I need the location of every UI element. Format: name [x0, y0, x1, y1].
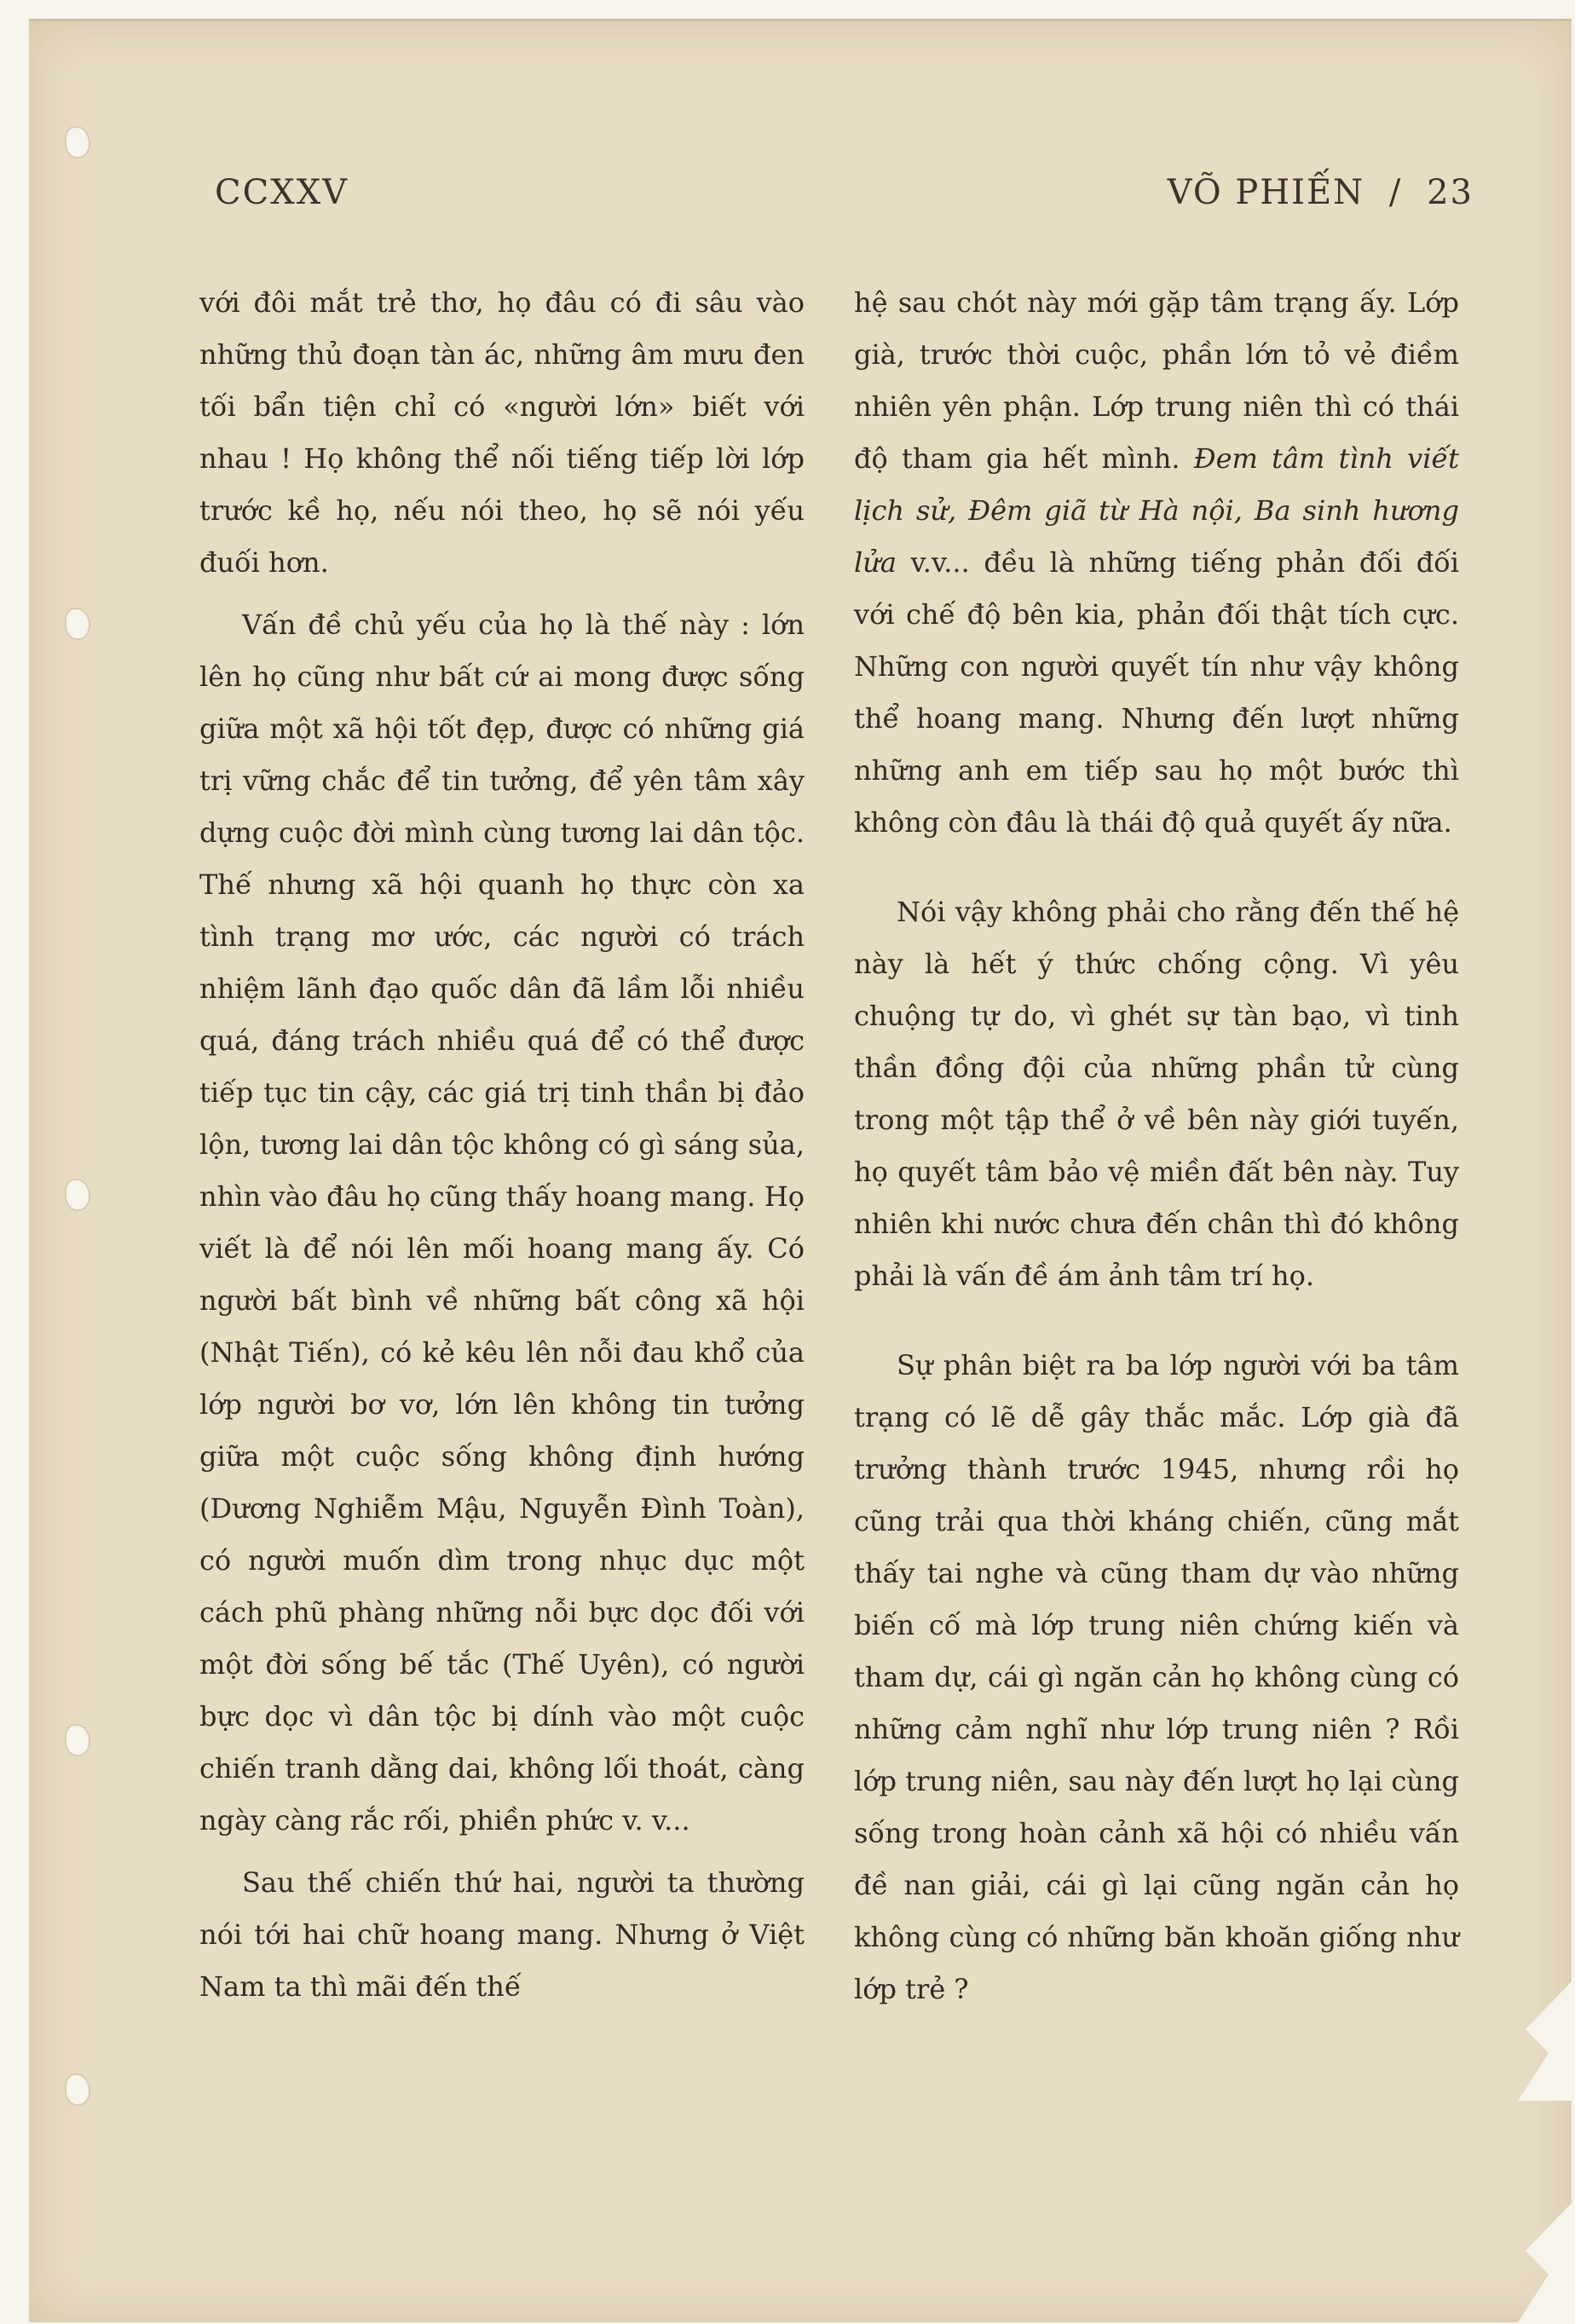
- binding-hole: [66, 128, 89, 157]
- binding-hole: [66, 609, 89, 638]
- left-column: [199, 277, 805, 2023]
- running-header: [29, 158, 1572, 217]
- book-page: [29, 19, 1572, 2322]
- book-title: Đem tâm tình viết lịch sử,: [854, 442, 1459, 527]
- paragraph: Vấn đề chủ yếu của họ là thế này : lớn lên họ cũng như bất cứ ai mong được sống giữa một xã hội tốt đẹp, được có những giá trị vững chắc để tin tưởng, để yên tâm xây dựng cuộc đời mình cùng tương lai dân tộc. Thế nhưng xã hội quanh họ thực còn xa tình trạng mơ ước, các người có trách nhiệm lãnh đạo quốc dân đã lầm lỗi nhiều quá, đáng trách nhiều quá để có thể được tiếp tục tin cậy, các giá trị tinh thần bị đảo lộn, tương lai dân tộc không có gì sáng sủa, nhìn vào đâu họ cũng thấy hoang mang. Họ viết là để nói lên mối hoang mang ấy. Có người bất bình về những bất công xã hội (Nhật Tiến), có kẻ kêu lên nỗi đau khổ của lớp người bơ vơ, lớn lên không tin tưởng giữa một cuộc sống không định hướng (Dương Nghiễm Mậu, Nguyễn Đình Toàn), có người muốn dìm trong nhục dục một cách phũ phàng những nỗi bực dọc đối với một đời sống bế tắc (Thế Uyên), có người bực dọc vì dân tộc bị dính vào một cuộc chiến tranh dằng dai, không lối thoát, càng ngày càng rắc rối, phiền phức v. v...: [199, 608, 805, 1837]
- header-separator: /: [1388, 173, 1403, 212]
- section-number: CCXXV: [215, 173, 349, 212]
- page-number: 23: [1427, 173, 1474, 212]
- paragraph: Sự phân biệt ra ba lớp người với ba tâm trạng có lẽ dễ gây thắc mắc. Lớp già đã trưởng thành trước 1945, nhưng rồi họ cũng trải qua thời kháng chiến, cũng mắt thấy tai nghe và cũng tham dự vào những biến cố mà lớp trung niên chứng kiến và tham dự, cái gì ngăn cản họ không cùng có những cảm nghĩ như lớp trung niên ? Rồi lớp trung niên, sau này đến lượt họ lại cùng sống trong hoàn cảnh xã hội có nhiều vấn đề nan giải, cái gì lại cũng ngăn cản họ không cùng có những băn khoăn giống như lớp trẻ ?: [854, 1349, 1459, 2005]
- paragraph: Nói vậy không phải cho rằng đến thế hệ này là hết ý thức chống cộng. Vì yêu chuộng tự do, vì ghét sự tàn bạo, vì tinh thần đồng đội của những phần tử cùng trong một tập thể ở về bên này giới tuyến, họ quyết tâm bảo vệ miền đất bên này. Tuy nhiên khi nước chưa đến chân thì đó không phải là vấn đề ám ảnh tâm trí họ.: [854, 896, 1459, 1292]
- author-name: VÕ PHIẾN: [1167, 173, 1365, 212]
- right-column: [854, 277, 1459, 2026]
- paragraph: [854, 277, 1459, 849]
- torn-edge: [1495, 1981, 1572, 2101]
- binding-hole: [66, 1726, 89, 1755]
- paragraph-text: hệ sau chót này mới gặp tâm trạng ấy. Lớp già, trước thời cuộc, phần lớn tỏ vẻ điềm nhiên yên phận. Lớp trung niên thì có thái độ tham gia hết mình.: [854, 286, 1459, 475]
- author-page-label: [1156, 173, 1474, 212]
- binding-hole: [66, 2075, 89, 2104]
- paragraph: Sau thế chiến thứ hai, người ta thường nói tới hai chữ hoang mang. Nhưng ở Việt Nam ta thì mãi đến thế: [199, 1866, 805, 2003]
- book-title: Đêm giã từ Hà nội, Ba sinh hương lửa: [854, 494, 1460, 579]
- torn-edge: [1495, 2203, 1572, 2322]
- paragraph-text: v.v... đều là những tiếng phản đối đối với chế độ bên kia, phản đối thật tích cực. Những con người quyết tín như vậy không thể hoang mang. Nhưng đến lượt những những anh em tiếp sau họ một bước thì không còn đâu là thái độ quả quyết ấy nữa.: [854, 546, 1460, 839]
- binding-hole: [66, 1180, 89, 1209]
- paragraph: với đôi mắt trẻ thơ, họ đâu có đi sâu vào những thủ đoạn tàn ác, những âm mưu đen tối bẩn tiện chỉ có «người lớn» biết với nhau ! Họ không thể nối tiếng tiếp lời lớp trước kề họ, nếu nói theo, họ sẽ nói yếu đuối hơn.: [199, 286, 805, 579]
